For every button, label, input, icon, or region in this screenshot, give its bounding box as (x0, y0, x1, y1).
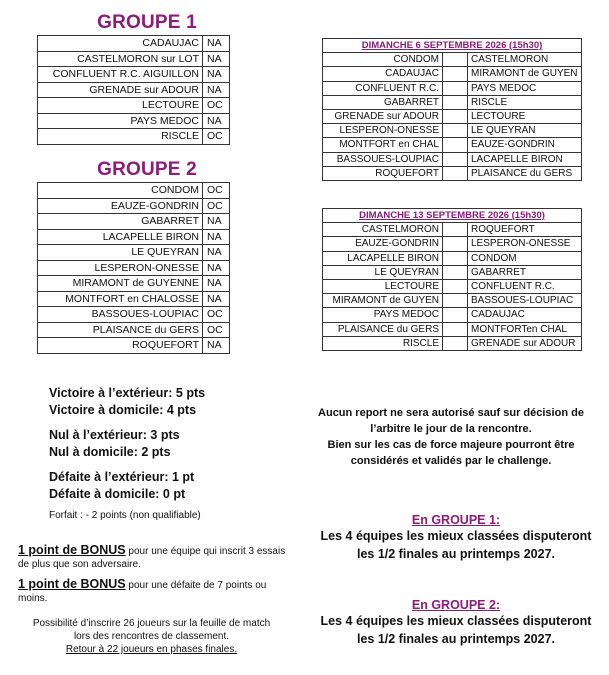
finals-groupe1-label: En GROUPE 1: (411, 513, 501, 527)
score-cell (443, 237, 468, 251)
region-code: OC (203, 307, 230, 323)
score-cell (443, 124, 468, 138)
home-team: LECTOURE (323, 279, 443, 293)
team-name: ROQUEFORT (38, 338, 203, 354)
match-row (323, 166, 582, 180)
match-day-2-title: DIMANCHE 13 SEPTEMBRE 2026 (15h30) (323, 209, 582, 223)
away-team: CONFLUENT R.C. (468, 279, 582, 293)
match-day-1-table (322, 38, 582, 181)
region-code: NA (203, 245, 230, 261)
bonus-2 (18, 578, 288, 605)
away-team: CONDOM (468, 251, 582, 265)
table-row (38, 322, 230, 338)
finals-groupe1-line-2: les 1/2 finales au printemps 2027. (356, 547, 555, 561)
away-team: LE QUEYRAN (468, 124, 582, 138)
region-code: NA (203, 291, 230, 307)
away-team: LACAPELLE BIRON (468, 152, 582, 166)
team-name: CADAUJAC (38, 36, 203, 52)
away-team: GABARRET (468, 265, 582, 279)
score-cell (443, 308, 468, 322)
groupe2-title: GROUPE 2 (97, 159, 197, 180)
home-team: CADAUJAC (323, 67, 443, 81)
team-name: BASSOUES-LOUPIAC (38, 307, 203, 323)
away-team: CASTELMORON (468, 53, 582, 67)
match-row (323, 109, 582, 123)
match-row (323, 336, 582, 350)
team-name: CASTELMORON sur LOT (38, 51, 203, 67)
match-row (323, 265, 582, 279)
away-team: PLAISANCE du GERS (468, 166, 582, 180)
bonus-1-text: pour une équipe qui inscrit 3 essais de plus que son adversaire. (18, 546, 286, 570)
points-defaite-ext: Défaite à l’extérieur: 1 pt (49, 470, 195, 484)
away-team: ROQUEFORT (468, 223, 582, 237)
region-code: OC (203, 198, 230, 214)
match-row (323, 152, 582, 166)
score-cell (443, 53, 468, 67)
table-row (38, 229, 230, 245)
home-team: LE QUEYRAN (323, 265, 443, 279)
report-line-4: considérés et validés par le challenge. (350, 455, 552, 467)
table-row (38, 276, 230, 292)
home-team: MIRAMONT de GUYEN (323, 294, 443, 308)
home-team: CONFLUENT R.C. (323, 81, 443, 95)
home-team: CONDOM (323, 53, 443, 67)
score-cell (443, 152, 468, 166)
bonus-1-label: 1 point de BONUS (18, 543, 126, 557)
table-row (38, 183, 230, 199)
score-cell (443, 336, 468, 350)
score-cell (443, 294, 468, 308)
table-row (38, 307, 230, 323)
home-team: EAUZE-GONDRIN (323, 237, 443, 251)
team-name: GRENADE sur ADOUR (38, 82, 203, 98)
match-row (323, 67, 582, 81)
points-defaite-dom: Défaite à domicile: 0 pt (49, 487, 186, 501)
score-cell (443, 67, 468, 81)
team-name: EAUZE-GONDRIN (38, 198, 203, 214)
away-team: RISCLE (468, 95, 582, 109)
team-name: RISCLE (38, 129, 203, 145)
region-code: OC (203, 98, 230, 114)
region-code: NA (203, 82, 230, 98)
score-cell (443, 95, 468, 109)
home-team: CASTELMORON (323, 223, 443, 237)
away-team: BASSOUES-LOUPIAC (468, 294, 582, 308)
table-row (38, 214, 230, 230)
home-team: PAYS MEDOC (323, 308, 443, 322)
away-team: GRENADE sur ADOUR (468, 336, 582, 350)
match-row (323, 251, 582, 265)
table-row (38, 291, 230, 307)
points-victoire-dom: Victoire à domicile: 4 pts (49, 403, 197, 417)
region-code: NA (203, 113, 230, 129)
score-cell (443, 251, 468, 265)
match-row (323, 322, 582, 336)
finals-groupe2-line-1: Les 4 équipes les mieux classées disputeront (320, 614, 592, 628)
away-team: EAUZE-GONDRIN (468, 138, 582, 152)
team-name: LESPERON-ONESSE (38, 260, 203, 276)
table-row (38, 82, 230, 98)
match-row (323, 279, 582, 293)
score-cell (443, 322, 468, 336)
score-cell (443, 223, 468, 237)
table-row (38, 245, 230, 261)
match-day-1-title: DIMANCHE 6 SEPTEMBRE 2026 (15h30) (323, 39, 582, 53)
finals-groupe1-line-1: Les 4 équipes les mieux classées disputeront (320, 529, 592, 543)
groupe2-table (37, 182, 230, 354)
team-name: LE QUEYRAN (38, 245, 203, 261)
match-row (323, 53, 582, 67)
groupe1-table (37, 35, 230, 145)
bonus-1 (18, 544, 288, 571)
region-code: OC (203, 183, 230, 199)
team-name: LACAPELLE BIRON (38, 229, 203, 245)
points-block (49, 385, 205, 522)
inscription-block (14, 617, 289, 656)
points-forfait: Forfait : - 2 points (non qualifiable) (49, 510, 201, 521)
score-cell (443, 265, 468, 279)
match-row (323, 95, 582, 109)
points-nul-dom: Nul à domicile: 2 pts (49, 445, 171, 459)
team-name: MONTFORT en CHALOSSE (38, 291, 203, 307)
team-name: MIRAMONT de GUYENNE (38, 276, 203, 292)
groupe1-title: GROUPE 1 (97, 12, 197, 33)
match-day-2-table (322, 208, 582, 351)
points-nul-ext: Nul à l’extérieur: 3 pts (49, 428, 180, 442)
home-team: ROQUEFORT (323, 166, 443, 180)
region-code: NA (203, 229, 230, 245)
finals-groupe1 (306, 513, 606, 563)
region-code: NA (203, 67, 230, 83)
away-team: PAYS MEDOC (468, 81, 582, 95)
home-team: LESPERON-ONESSE (323, 124, 443, 138)
score-cell (443, 138, 468, 152)
report-line-3: Bien sur les cas de force majeure pourront être (327, 439, 575, 451)
away-team: MONTFORTen CHAL (468, 322, 582, 336)
away-team: LECTOURE (468, 109, 582, 123)
match-row (323, 237, 582, 251)
report-block (306, 405, 596, 469)
home-team: RISCLE (323, 336, 443, 350)
report-line-2: l’arbitre le jour de la rencontre. (370, 423, 532, 435)
match-row (323, 138, 582, 152)
score-cell (443, 166, 468, 180)
table-row (38, 129, 230, 145)
home-team: LACAPELLE BIRON (323, 251, 443, 265)
match-row (323, 124, 582, 138)
team-name: GABARRET (38, 214, 203, 230)
region-code: NA (203, 36, 230, 52)
away-team: CADAUJAC (468, 308, 582, 322)
bonus-2-label: 1 point de BONUS (18, 577, 126, 591)
inscription-line-1: Possibilité d’inscrire 26 joueurs sur la feuille de match (32, 618, 271, 629)
match-row (323, 223, 582, 237)
region-code: NA (203, 214, 230, 230)
finals-groupe2-line-2: les 1/2 finales au printemps 2027. (356, 632, 555, 646)
score-cell (443, 279, 468, 293)
finals-groupe2-label: En GROUPE 2: (411, 598, 501, 612)
region-code: OC (203, 322, 230, 338)
score-cell (443, 109, 468, 123)
team-name: PLAISANCE du GERS (38, 322, 203, 338)
table-row (38, 198, 230, 214)
region-code: NA (203, 51, 230, 67)
finals-groupe2 (306, 598, 606, 648)
home-team: PLAISANCE du GERS (323, 322, 443, 336)
points-victoire-ext: Victoire à l’extérieur: 5 pts (49, 386, 206, 400)
inscription-line-2: lors des rencontres de classement. (73, 631, 230, 642)
score-cell (443, 81, 468, 95)
table-row (38, 338, 230, 354)
table-row (38, 36, 230, 52)
team-name: PAYS MEDOC (38, 113, 203, 129)
report-line-1: Aucun report ne sera autorisé sauf sur décision de (318, 407, 584, 419)
team-name: CONDOM (38, 183, 203, 199)
team-name: LECTOURE (38, 98, 203, 114)
region-code: NA (203, 276, 230, 292)
table-row (38, 67, 230, 83)
region-code: NA (203, 260, 230, 276)
team-name: CONFLUENT R.C. AIGUILLON (38, 67, 203, 83)
table-row (38, 113, 230, 129)
region-code: OC (203, 129, 230, 145)
home-team: GABARRET (323, 95, 443, 109)
bonus-2-text: pour une défaite de 7 points ou moins. (18, 580, 267, 604)
away-team: MIRAMONT de GUYEN (468, 67, 582, 81)
match-row (323, 81, 582, 95)
match-row (323, 294, 582, 308)
home-team: BASSOUES-LOUPIAC (323, 152, 443, 166)
away-team: LESPERON-ONESSE (468, 237, 582, 251)
home-team: MONTFORT en CHAL (323, 138, 443, 152)
table-row (38, 98, 230, 114)
table-row (38, 51, 230, 67)
region-code: NA (203, 338, 230, 354)
table-row (38, 260, 230, 276)
match-row (323, 308, 582, 322)
home-team: GRENADE sur ADOUR (323, 109, 443, 123)
inscription-line-3: Retour à 22 joueurs en phases finales. (65, 644, 238, 655)
